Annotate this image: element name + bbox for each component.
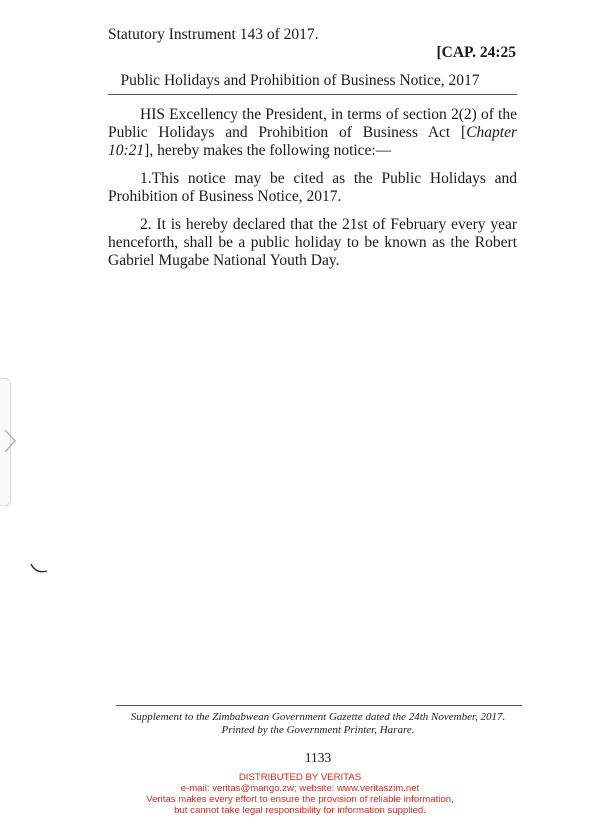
gazette-supplement <box>0 711 600 737</box>
disclaimer-line-1: Veritas makes every effort to ensure the provision of reliable information, <box>146 794 454 805</box>
distributed-by: DISTRIBUTED BY VERITAS <box>238 772 362 783</box>
notice-body <box>108 106 517 280</box>
chevron-right-icon[interactable] <box>3 428 17 454</box>
curl-mark-icon <box>30 562 48 576</box>
page-number: 1133 <box>304 750 332 765</box>
clause-1: 1.This notice may be cited as the Public Holidays and Prohibition of Business Notice, 2017. <box>108 170 517 205</box>
chapter-reference: [CAP. 24:25 <box>436 44 516 61</box>
header-divider <box>108 94 517 95</box>
clause-2: 2. It is hereby declared that the 21st of February every year henceforth, shall be a public holiday to be known as the Robert Gabriel Mugabe National Youth Day. <box>108 216 517 269</box>
notice-title: Public Holidays and Prohibition of Business Notice, 2017 <box>120 72 480 89</box>
printer-line: Printed by the Government Printer, Harare. <box>221 724 415 736</box>
act-chapter-citation: Chapter 10:21 <box>108 124 517 159</box>
disclaimer-line-2: but cannot take legal responsibility for information supplied. <box>174 805 426 816</box>
contact-line: e-mail: veritas@mango.zw; website: www.veritaszim.net <box>180 783 420 794</box>
instrument-number: Statutory Instrument 143 of 2017. <box>108 26 319 43</box>
supplement-line: Supplement to the Zimbabwean Government Gazette dated the 24th November, 2017. <box>130 711 506 723</box>
veritas-distribution-notice <box>0 772 600 816</box>
preamble-paragraph: HIS Excellency the President, in terms of section 2(2) of the Public Holidays and Prohibition of Business Act [Chapter 10:21], hereby makes the following notice:— <box>108 106 517 159</box>
footer-divider <box>116 705 522 706</box>
